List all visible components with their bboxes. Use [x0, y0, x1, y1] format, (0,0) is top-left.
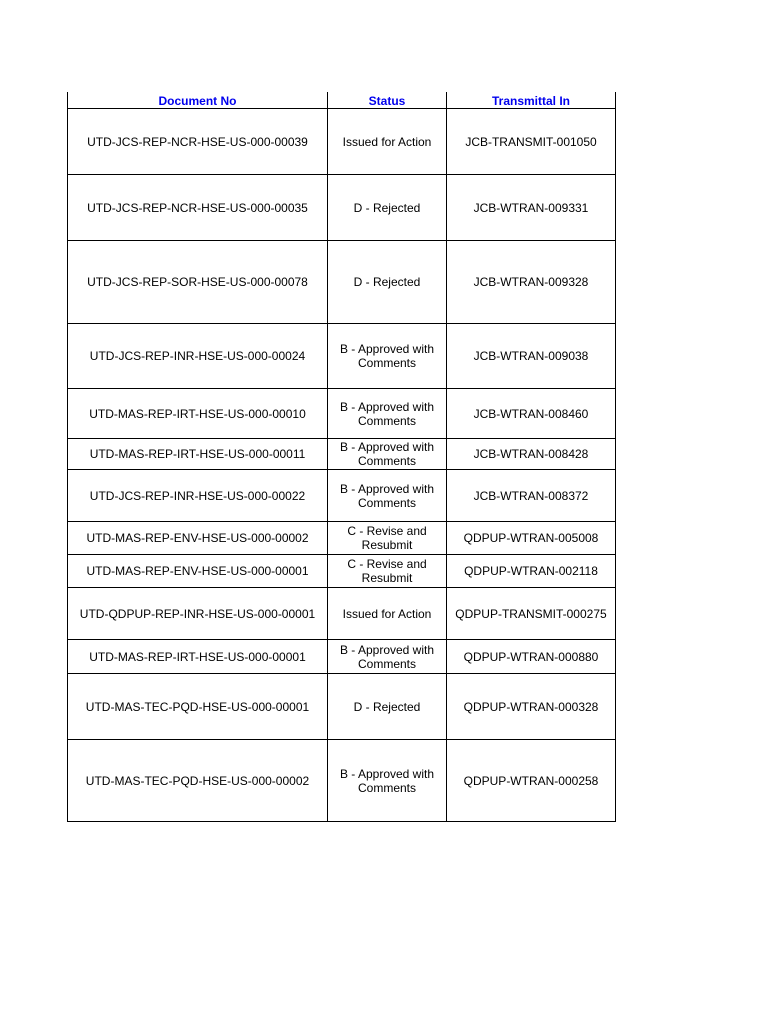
cell-status: B - Approved with Comments — [328, 389, 447, 439]
table-row — [68, 109, 616, 175]
cell-transmittal-in: JCB-TRANSMIT-001050 — [447, 109, 616, 175]
cell-status: B - Approved with Comments — [328, 740, 447, 822]
table-row — [68, 324, 616, 389]
cell-transmittal-in: JCB-WTRAN-008428 — [447, 439, 616, 470]
header-transmittal-in: Transmittal In — [447, 92, 616, 109]
cell-status: B - Approved with Comments — [328, 640, 447, 674]
cell-document-no: UTD-JCS-REP-NCR-HSE-US-000-00035 — [68, 175, 328, 241]
table-row — [68, 588, 616, 640]
table-row — [68, 470, 616, 522]
cell-status: Issued for Action — [328, 109, 447, 175]
cell-document-no: UTD-MAS-TEC-PQD-HSE-US-000-00002 — [68, 740, 328, 822]
cell-status: B - Approved with Comments — [328, 324, 447, 389]
cell-document-no: UTD-MAS-REP-ENV-HSE-US-000-00002 — [68, 522, 328, 555]
cell-status: D - Rejected — [328, 674, 447, 740]
cell-document-no: UTD-QDPUP-REP-INR-HSE-US-000-00001 — [68, 588, 328, 640]
table-row — [68, 674, 616, 740]
cell-transmittal-in: QDPUP-TRANSMIT-000275 — [447, 588, 616, 640]
cell-transmittal-in: JCB-WTRAN-008460 — [447, 389, 616, 439]
cell-transmittal-in: QDPUP-WTRAN-000880 — [447, 640, 616, 674]
cell-document-no: UTD-JCS-REP-SOR-HSE-US-000-00078 — [68, 241, 328, 324]
cell-transmittal-in: QDPUP-WTRAN-000328 — [447, 674, 616, 740]
table-row — [68, 640, 616, 674]
table-row — [68, 389, 616, 439]
cell-document-no: UTD-JCS-REP-INR-HSE-US-000-00024 — [68, 324, 328, 389]
cell-document-no: UTD-MAS-REP-IRT-HSE-US-000-00010 — [68, 389, 328, 439]
cell-status: C - Revise and Resubmit — [328, 522, 447, 555]
cell-document-no: UTD-MAS-REP-IRT-HSE-US-000-00011 — [68, 439, 328, 470]
header-status: Status — [328, 92, 447, 109]
cell-status: B - Approved with Comments — [328, 470, 447, 522]
cell-transmittal-in: QDPUP-WTRAN-000258 — [447, 740, 616, 822]
document-status-table — [67, 92, 616, 822]
cell-status: Issued for Action — [328, 588, 447, 640]
table-row — [68, 555, 616, 588]
cell-document-no: UTD-MAS-TEC-PQD-HSE-US-000-00001 — [68, 674, 328, 740]
table-row — [68, 740, 616, 822]
cell-transmittal-in: JCB-WTRAN-009038 — [447, 324, 616, 389]
table-row — [68, 439, 616, 470]
cell-document-no: UTD-JCS-REP-INR-HSE-US-000-00022 — [68, 470, 328, 522]
cell-document-no: UTD-JCS-REP-NCR-HSE-US-000-00039 — [68, 109, 328, 175]
cell-status: B - Approved with Comments — [328, 439, 447, 470]
cell-transmittal-in: JCB-WTRAN-009328 — [447, 241, 616, 324]
cell-transmittal-in: QDPUP-WTRAN-002118 — [447, 555, 616, 588]
table-header-row — [68, 92, 616, 109]
table-row — [68, 522, 616, 555]
table-row — [68, 241, 616, 324]
cell-status: D - Rejected — [328, 241, 447, 324]
table-row — [68, 175, 616, 241]
cell-transmittal-in: JCB-WTRAN-008372 — [447, 470, 616, 522]
cell-status: C - Revise and Resubmit — [328, 555, 447, 588]
header-document-no: Document No — [68, 92, 328, 109]
cell-transmittal-in: JCB-WTRAN-009331 — [447, 175, 616, 241]
cell-document-no: UTD-MAS-REP-IRT-HSE-US-000-00001 — [68, 640, 328, 674]
cell-status: D - Rejected — [328, 175, 447, 241]
cell-transmittal-in: QDPUP-WTRAN-005008 — [447, 522, 616, 555]
cell-document-no: UTD-MAS-REP-ENV-HSE-US-000-00001 — [68, 555, 328, 588]
